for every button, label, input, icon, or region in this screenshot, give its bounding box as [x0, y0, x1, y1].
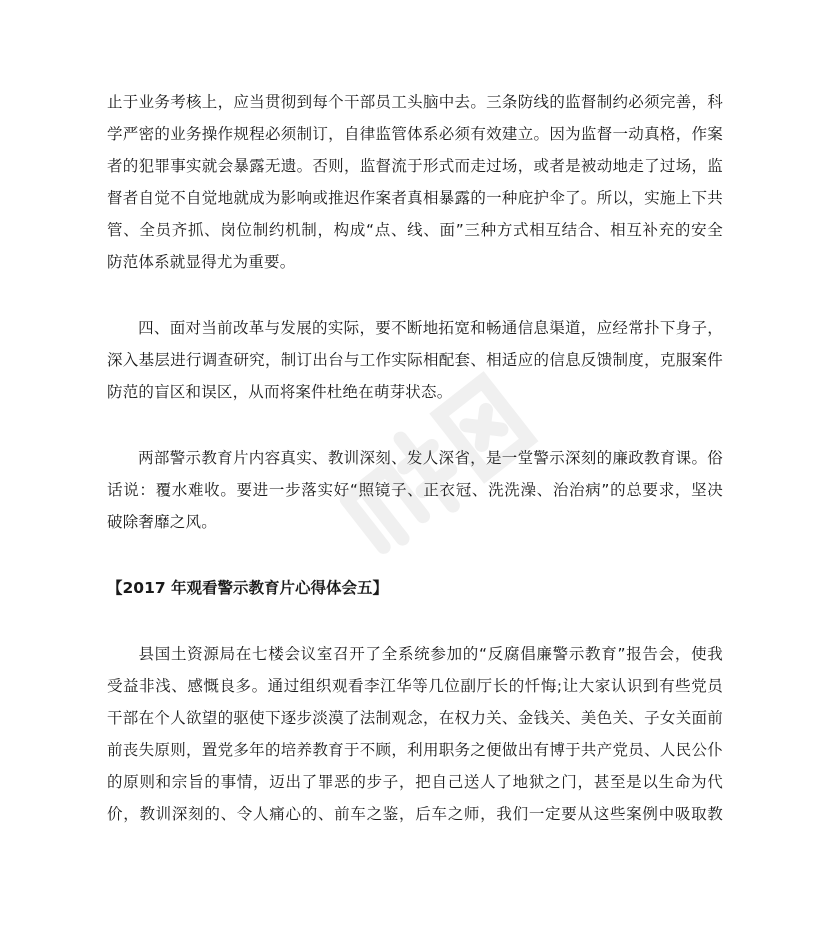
paragraph-line [107, 312, 723, 344]
paragraph-3 [107, 442, 723, 538]
paragraph-line: 前丧失原则，置党多年的培养教育于不顾，利用职务之便做出有博于共产党员、人民公仆 [107, 741, 723, 759]
paragraph-line: 的原则和宗旨的事情，迈出了罪恶的步子，把自己送人了地狱之门，甚至是以生命为代 [107, 773, 723, 791]
paragraph-line: 干部在个人欲望的驱使下逐步淡漠了法制观念，在权力关、金钱关、美色关、子女关面前 [107, 709, 723, 727]
paragraph-line: 者的犯罪事实就会暴露无遗。否则，监督流于形式而走过场，或者是被动地走了过场，监 [107, 157, 723, 175]
paragraph-2 [107, 312, 723, 408]
paragraph-line: 学严密的业务操作规程必须制订，自律监管体系必须有效建立。因为监督一动真格，作案 [107, 125, 723, 143]
paragraph-1 [107, 86, 723, 278]
paragraph-line: 管、全员齐抓、岗位制约机制，构成“点、线、面”三种方式相互结合、相互补充的安全 [107, 221, 723, 239]
paragraph-line: 受益非浅、感慨良多。通过组织观看李江华等几位副厅长的忏悔;让大家认识到有些党员 [107, 677, 723, 695]
section-heading: 【2017 年观看警示教育片心得体会五】 [107, 579, 389, 597]
paragraph-line: 督者自觉不自觉地就成为影响或推迟作案者真相暴露的一种庇护伞了。所以，实施上下共 [107, 189, 723, 207]
paragraph-line: 破除奢靡之风。 [107, 513, 217, 531]
paragraph-line: 防范的盲区和误区，从而将案件杜绝在萌芽状态。 [107, 383, 453, 401]
paragraph-line: 话说：覆水难收。要进一步落实好“照镜子、正衣冠、洗洗澡、治治病”的总要求，坚决 [107, 481, 723, 499]
paragraph-line: 防范体系就显得尤为重要。 [107, 253, 296, 271]
paragraph-line-text: 四、面对当前改革与发展的实际，要不断地拓宽和畅通信息渠道，应经常扑下身子， [138, 319, 723, 337]
document-body [107, 86, 723, 830]
paragraph-line-text: 县国土资源局在七楼会议室召开了全系统参加的“反腐倡廉警示教育”报告会，使我 [138, 645, 723, 663]
paragraph-line: 止于业务考核上，应当贯彻到每个干部员工头脑中去。三条防线的监督制约必须完善，科 [107, 93, 723, 111]
paragraph-line: 价，教训深刻的、令人痛心的、前车之鉴，后车之师，我们一定要从这些案例中吸取教 [107, 805, 723, 823]
paragraph-4 [107, 638, 723, 830]
paragraph-line [107, 638, 723, 670]
paragraph-line: 深入基层进行调查研究，制订出台与工作实际相配套、相适应的信息反馈制度，克服案件 [107, 351, 723, 369]
paragraph-line [107, 442, 723, 474]
paragraph-line-text: 两部警示教育片内容真实、教训深刻、发人深省，是一堂警示深刻的廉政教育课。俗 [138, 449, 723, 467]
